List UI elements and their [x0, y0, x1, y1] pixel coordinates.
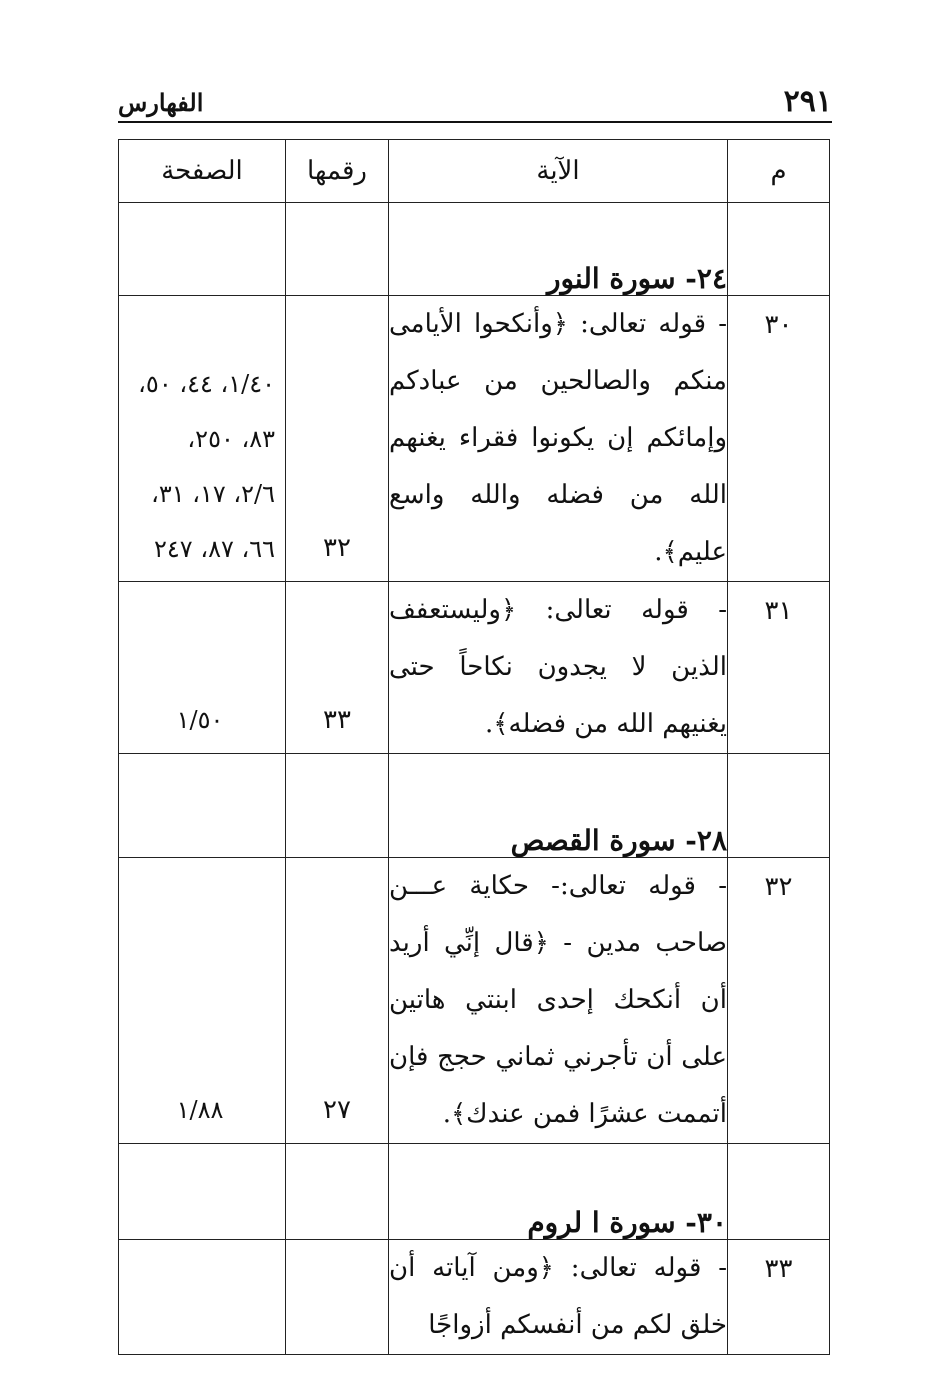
table-row	[119, 858, 830, 1144]
page-number: ٢٩١	[783, 84, 832, 119]
verse-text: - قوله تعالى:- حكاية عـــن صاحب مدين - ﴿قال إنِّي أريد أن أنكحك إحدى ابنتي هاتين على أن تأجرني ثماني حجج فإن أتممت عشرًا فمن عندك﴾.	[389, 858, 728, 1144]
page-references	[119, 296, 286, 582]
page-reference-line: ٢/٦، ١٧، ٣١،	[151, 480, 275, 508]
surah-heading-row	[119, 754, 830, 858]
row-number: ٣٠	[728, 296, 830, 582]
verse-index-table	[118, 139, 830, 1355]
surah-title: ٢٤- سورة النور	[389, 203, 728, 296]
header-rule	[118, 121, 832, 123]
table-row	[119, 1240, 830, 1355]
column-header-ayah-no: رقمها	[286, 140, 389, 203]
verse-text: - قوله تعالى: ﴿وأنكحوا الأيامى منكم والصالحين من عبادكم وإمائكم إن يكونوا فقراء يغنهم الله من فضله والله واسع عليم﴾.	[389, 296, 728, 582]
ayah-number: ٣٢	[286, 296, 389, 582]
row-number: ٣٢	[728, 858, 830, 1144]
row-number: ٣١	[728, 582, 830, 754]
page-reference-line: ٦٦، ٨٧، ٢٤٧	[154, 535, 275, 563]
surah-heading-row	[119, 203, 830, 296]
page-reference: ١/٥٠	[119, 582, 286, 754]
page-reference-line: ١/٤٠، ٤٤، ٥٠،	[138, 370, 275, 398]
page-reference-line: ٨٣، ٢٥٠،	[187, 425, 275, 453]
ayah-number: ٣٣	[286, 582, 389, 754]
running-title: الفهارس	[118, 88, 204, 117]
surah-title: ٣٠- سورة ا لروم	[389, 1144, 728, 1240]
verse-text: - قوله تعالى: ﴿ومن آياته أن خلق لكم من أنفسكم أزواجًا	[389, 1240, 728, 1355]
table-row	[119, 296, 830, 582]
table-row	[119, 582, 830, 754]
surah-heading-row	[119, 1144, 830, 1240]
column-header-page: الصفحة	[119, 140, 286, 203]
row-number: ٣٣	[728, 1240, 830, 1355]
ayah-number: ٢٧	[286, 858, 389, 1144]
page-header	[118, 84, 832, 120]
surah-title: ٢٨- سورة القصص	[389, 754, 728, 858]
column-header-verse: الآية	[389, 140, 728, 203]
ayah-number	[286, 1240, 389, 1355]
column-header-num: م	[728, 140, 830, 203]
table-header-row	[119, 140, 830, 203]
page-reference	[119, 1240, 286, 1355]
verse-text: - قوله تعالى: ﴿وليستعفف الذين لا يجدون نكاحاً حتى يغنيهم الله من فضله﴾.	[389, 582, 728, 754]
page-reference: ١/٨٨	[119, 858, 286, 1144]
